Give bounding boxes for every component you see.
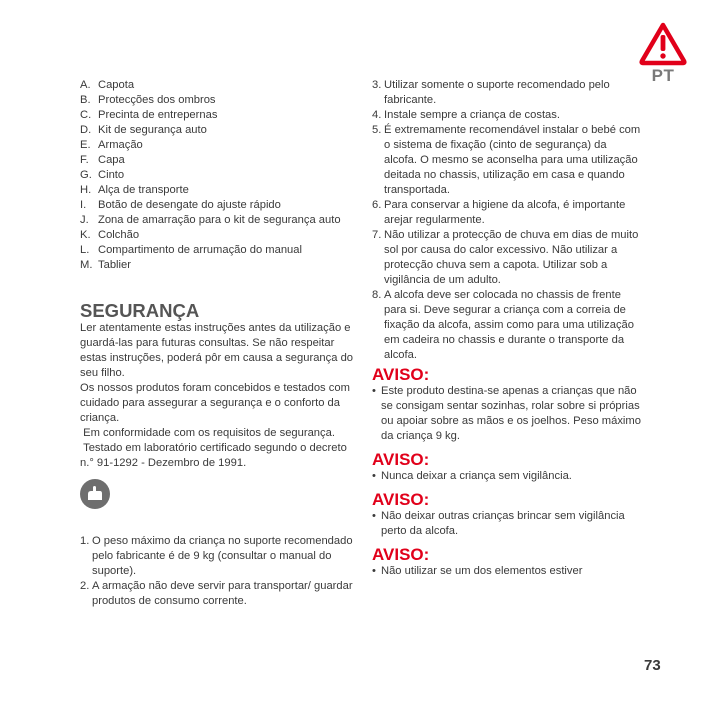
item-number: 8. (372, 289, 382, 301)
item-text: A armação não deve servir para transportar/ guardar produtos de consumo corrente. (92, 580, 353, 607)
right-column (372, 78, 642, 579)
item-text: Utilizar somente o suporte recomendado pelo fabricante. (384, 79, 610, 106)
warning-title: AVISO: (372, 365, 430, 384)
safety-list-right (372, 78, 642, 363)
list-item (372, 108, 642, 123)
part-letter: K. (80, 229, 91, 241)
warning-item (372, 564, 642, 579)
list-item (80, 579, 355, 609)
list-item (372, 228, 642, 288)
list-item (80, 78, 355, 93)
language-code: PT (651, 66, 675, 85)
warning-title: AVISO: (372, 490, 430, 509)
safety-paragraph: Em conformidade com os requisitos de segurança. (80, 427, 335, 439)
parts-list (80, 78, 355, 273)
warning-text: Não utilizar se um dos elementos estiver (381, 565, 583, 577)
item-text: Não utilizar a protecção de chuva em dias de muito sol por causa do calor excessivo. Não utilizar a protecção chuva sem a capota. Utilizar sob a vigilância de um adulto. (384, 229, 639, 286)
part-name: Armação (98, 139, 143, 151)
list-item (372, 123, 642, 198)
bullet: • (372, 565, 376, 577)
part-letter: E. (80, 139, 91, 151)
warning-text: Este produto destina-se apenas a crianças que não se consigam sentar sozinhas, rolar sobre si próprias ou apoiar sobre as mãos e os joelhos. Peso máximo da criança 9 kg. (381, 385, 641, 442)
page-number: 73 (644, 657, 661, 674)
warning-item (372, 469, 642, 484)
bullet: • (372, 510, 376, 522)
item-number: 3. (372, 79, 382, 91)
part-name: Capota (98, 79, 135, 91)
part-letter: G. (80, 169, 92, 181)
warning-title: AVISO: (372, 450, 430, 469)
part-letter: A. (80, 79, 91, 91)
bullet: • (372, 385, 376, 397)
pointing-hand-icon (85, 485, 105, 503)
part-letter: J. (80, 214, 89, 226)
item-text: Instale sempre a criança de costas. (384, 109, 560, 121)
list-item (80, 93, 355, 108)
item-number: 7. (372, 229, 382, 241)
warning-triangle-icon (638, 22, 688, 66)
part-letter: M. (80, 259, 93, 271)
warning-item (372, 384, 642, 444)
part-name: Botão de desengate do ajuste rápido (98, 199, 281, 211)
part-name: Tablier (98, 259, 131, 271)
list-item (80, 108, 355, 123)
part-letter: L. (80, 244, 90, 256)
part-name: Protecções dos ombros (98, 94, 216, 106)
warning-item (372, 509, 642, 539)
item-text: A alcofa deve ser colocada no chassis de frente para si. Deve segurar a criança com a correia de fixação da alcofa, assim como para uma utilização em cadeira no chassis e durante o transporte da alcofa. (384, 289, 634, 361)
part-letter: B. (80, 94, 91, 106)
part-letter: I. (80, 199, 87, 211)
part-letter: F. (80, 154, 89, 166)
part-name: Kit de segurança auto (98, 124, 207, 136)
part-name: Alça de transporte (98, 184, 189, 196)
item-text: É extremamente recomendável instalar o bebé com o sistema de fixação (cinto de segurança) da alcofa. O mesmo se aconselha para uma utilização deitada no chassis, utilização em casa e quando transportada. (384, 124, 641, 196)
part-name: Zona de amarração para o kit de segurança auto (98, 214, 341, 226)
item-number: 5. (372, 124, 382, 136)
safety-paragraph: Ler atentamente estas instruções antes da utilização e guardá-las para futuras consultas. Se não respeitar estas instruções, poderá pôr em causa a segurança do seu filho. (80, 322, 354, 379)
part-name: Capa (98, 154, 125, 166)
item-number: 6. (372, 199, 382, 211)
list-item (80, 168, 355, 183)
list-item (80, 228, 355, 243)
left-column (80, 78, 355, 609)
list-item (372, 78, 642, 108)
list-item (80, 534, 355, 579)
part-name: Compartimento de arrumação do manual (98, 244, 302, 256)
list-item (80, 138, 355, 153)
part-name: Colchão (98, 229, 140, 241)
item-text: O peso máximo da criança no suporte recomendado pelo fabricante é de 9 kg (consultar o manual do suporte). (92, 535, 353, 577)
list-item (80, 213, 355, 228)
list-item (80, 258, 355, 273)
list-item (372, 198, 642, 228)
part-name: Precinta de entrepernas (98, 109, 218, 121)
list-item (80, 123, 355, 138)
list-item (372, 288, 642, 363)
list-item (80, 198, 355, 213)
safety-paragraph: Os nossos produtos foram concebidos e testados com cuidado para assegurar a segurança e o conforto da criança. (80, 382, 350, 424)
item-number: 2. (80, 580, 90, 592)
warning-text: Nunca deixar a criança sem vigilância. (381, 470, 572, 482)
part-letter: H. (80, 184, 92, 196)
list-item (80, 153, 355, 168)
item-number: 1. (80, 535, 90, 547)
safety-list-left (80, 534, 355, 609)
warning-title: AVISO: (372, 545, 430, 564)
part-letter: D. (80, 124, 92, 136)
bullet: • (372, 470, 376, 482)
language-badge (638, 22, 688, 84)
hand-icon (80, 479, 110, 509)
list-item (80, 183, 355, 198)
safety-paragraph: Testado em laboratório certificado segundo o decreto n.° 91-1292 - Dezembro de 1991. (80, 442, 350, 469)
item-number: 4. (372, 109, 382, 121)
part-name: Cinto (98, 169, 125, 181)
part-letter: C. (80, 109, 92, 121)
safety-heading: SEGURANÇA (80, 300, 200, 321)
item-text: Para conservar a higiene da alcofa, é importante arejar regularmente. (384, 199, 626, 226)
warning-text: Não deixar outras crianças brincar sem vigilância perto da alcofa. (381, 510, 625, 537)
list-item (80, 243, 355, 258)
